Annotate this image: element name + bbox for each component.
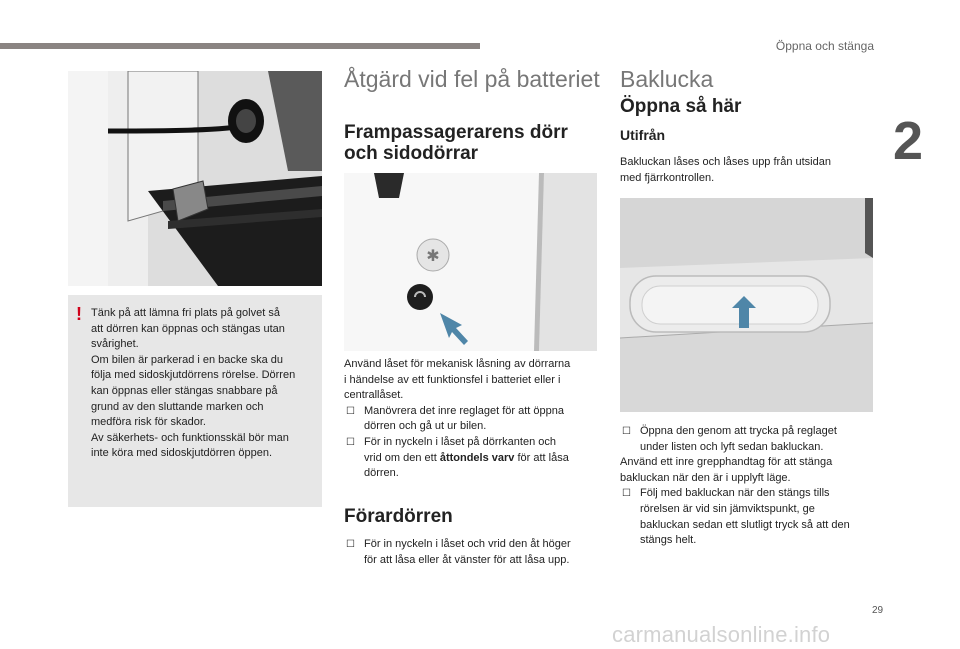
list-line: stängs helt.	[640, 534, 697, 547]
intro-line: Använd låset för mekanisk låsning av dörrarna	[344, 358, 571, 370]
page-number: 29	[872, 605, 884, 616]
heading-line: och sidodörrar	[344, 143, 479, 164]
running-section-title: Öppna och stänga	[775, 39, 874, 53]
body-line: bakluckan när den är i upplyft läge.	[620, 471, 791, 484]
warning-line: medföra risk för skador.	[91, 416, 206, 429]
list-line: dörren.	[364, 467, 399, 480]
intro-line: i händelse av ett funktionsfel i batteriet eller i	[344, 373, 561, 386]
checkbox-bullet-icon: ☐	[346, 539, 355, 550]
list-line: För in nyckeln i låset på dörrkanten och	[364, 435, 556, 448]
svg-text:✱: ✱	[426, 246, 440, 265]
list-line: bakluckan sedan ett slutligt tryck så att den	[640, 518, 850, 531]
list-item	[620, 486, 880, 548]
tailgate-intro	[620, 155, 875, 186]
warning-line: inte köra med sidoskjutdörren öppen.	[91, 447, 272, 460]
checkbox-bullet-icon: ☐	[346, 405, 355, 417]
driver-door-body	[344, 537, 599, 568]
passenger-door-heading	[344, 122, 568, 164]
warning-line: kan öppnas eller stängas snabbare på	[91, 384, 278, 397]
intro-line: centrallåset.	[344, 389, 404, 402]
header-bar	[0, 43, 480, 49]
warning-line: följa med sidoskjutdörrens rörelse. Dörren	[91, 369, 296, 382]
warning-line: att dörren kan öppnas och stängas utan	[91, 322, 285, 335]
intro-line: med fjärrkontrollen.	[620, 171, 715, 184]
checkbox-bullet-icon: ☐	[622, 488, 631, 500]
checkbox-bullet-icon: ☐	[346, 436, 355, 448]
text-run: för att låsa	[514, 451, 569, 464]
watermark: carmanualsonline.info	[612, 622, 831, 647]
tailgate-body	[620, 424, 880, 549]
bold-term: åttondels varv	[439, 451, 515, 464]
intro-line: Bakluckan låses och låses upp från utsidan	[620, 156, 831, 168]
tailgate-handle-svg	[620, 198, 873, 412]
list-line: Manövrera det inre reglaget för att öppna	[364, 404, 564, 417]
list-line: för att låsa eller åt vänster för att låsa upp.	[364, 553, 570, 566]
list-item	[344, 404, 599, 435]
warning-text	[91, 306, 319, 462]
list-item	[344, 435, 599, 482]
heading-line: Frampassagerarens dörr	[344, 122, 568, 143]
list-line: Följ med bakluckan när den stängs tills	[640, 487, 830, 500]
list-line	[364, 451, 599, 467]
tailgate-title: Baklucka	[620, 66, 714, 92]
exclamation-icon: !	[76, 304, 82, 324]
warning-line: Av säkerhets- och funktionsskäl bör man	[91, 431, 289, 444]
list-line: under listen och lyft sedan bakluckan.	[640, 440, 824, 453]
list-line: dörren och gå ut ur bilen.	[364, 420, 487, 433]
from-outside-heading: Utifrån	[620, 127, 666, 143]
list-line: rörelsen är vid sin jämviktspunkt, ge	[640, 502, 815, 515]
text-run: vrid om den ett	[364, 451, 440, 464]
list-line: Öppna den genom att trycka på reglaget	[640, 425, 837, 437]
list-item	[620, 424, 880, 455]
chapter-number: 2	[893, 111, 924, 171]
sliding-door-svg	[68, 71, 322, 286]
list-item	[344, 537, 599, 568]
list-line: För in nyckeln i låset och vrid den åt höger	[364, 538, 571, 550]
warning-line: Tänk på att lämna fri plats på golvet så	[91, 307, 280, 319]
warning-line: Om bilen är parkerad i en backe ska du	[91, 353, 283, 366]
driver-door-heading: Förardörren	[344, 506, 453, 527]
warning-line: svårighet.	[91, 338, 139, 351]
middle-body	[344, 357, 599, 482]
door-lock-svg	[344, 173, 597, 351]
warning-line: grund av den sluttande marken och	[91, 400, 264, 413]
battery-failure-title: Åtgärd vid fel på batteriet	[344, 66, 600, 92]
how-to-open-heading: Öppna så här	[620, 96, 742, 117]
tailgate-handle-illustration	[620, 198, 873, 412]
checkbox-bullet-icon: ☐	[622, 426, 631, 437]
door-lock-illustration	[344, 173, 597, 351]
sliding-door-illustration	[68, 71, 322, 286]
body-line: Använd ett inre grepphandtag för att stänga	[620, 456, 833, 469]
